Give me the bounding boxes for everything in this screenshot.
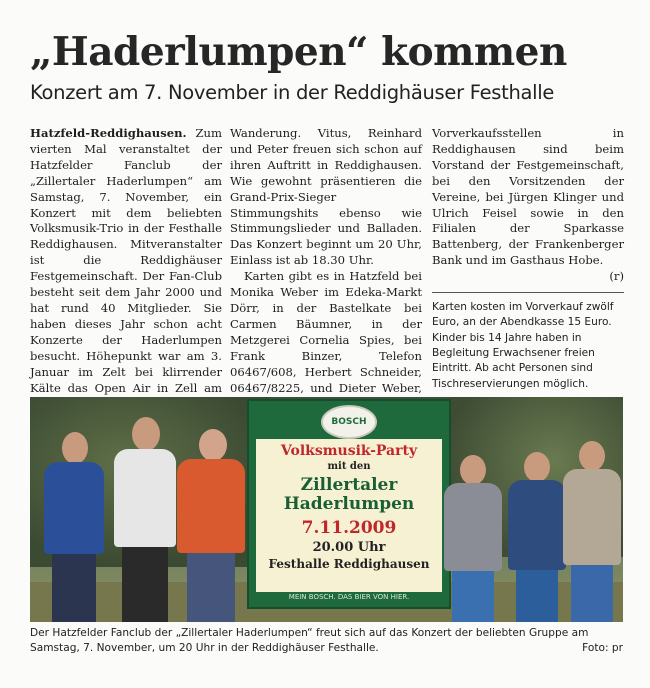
article-column-3: [432, 126, 624, 392]
person-1: [38, 432, 108, 622]
headline: „Haderlumpen“ kommen: [30, 29, 567, 75]
subheadline: Konzert am 7. November in der Reddighäuser Festhalle: [30, 81, 555, 104]
sign-footer: MEIN BOSCH. DAS BIER VON HIER.: [288, 593, 410, 601]
event-sign: [247, 399, 451, 609]
person-6: [561, 441, 623, 622]
author-initial: (r): [609, 269, 624, 284]
group-photo: [30, 397, 623, 622]
photo-credit: Foto: pr: [582, 642, 623, 654]
article-text-col3: Vorverkaufsstellen in Reddighausen sind beim Vorstand der Festgemeinschaft, bei den Vorsitzenden der Vereine, bei Jürgen Klinger und Ulrich Feisel sowie in den Filialen der Sparkasse Battenberg, der Frankenberger Bank und im Gasthaus Hobe.: [432, 126, 624, 268]
sign-band: Zillertaler Haderlumpen: [283, 475, 415, 514]
person-5: [504, 452, 568, 622]
photo-caption: Der Hatzfelder Fanclub der „Zillertaler Haderlumpen“ freut sich auf das Konzert der beliebten Gruppe am Samstag, 7. November, um 20 Uhr in der Reddighäuser Festhalle.: [30, 627, 589, 654]
person-4: [440, 455, 504, 622]
article-column-2: [230, 126, 422, 412]
sign-date: 7.11.2009: [301, 518, 397, 538]
article-column-1: [30, 126, 222, 412]
article-text-col1: Zum vierten Mal veranstaltet der Hatzfelder Fanclub der „Zillertaler Haderlumpen“ am Samstag, 7. November, ein Konzert mit dem beliebten Volksmusik-Trio in der Festhalle Reddighausen. Mitveranstalter ist die Reddighäuser Festgemeinschaft. Der Fan-Club besteht seit dem Jahr 2000 und hat rund 40 Mitglieder. Sie haben dieses Jahr schon acht Konzerte der Haderlumpen besucht. Höhepunkt war am 3. Januar im Zelt bei klirrender Kälte das Open Air in Zell am: [30, 126, 222, 395]
sign-time: 20.00 Uhr: [312, 540, 386, 555]
sign-venue: Festhalle Reddighausen: [268, 557, 430, 571]
ticket-info-box: Karten kosten im Vorverkauf zwölf Euro, an der Abendkasse 15 Euro. Kinder bis 14 Jahre haben in Begleitung Erwachsener freien Eintritt. Ab acht Personen sind Tischreservierungen möglich.: [432, 292, 624, 392]
bosch-logo: BOSCH: [321, 405, 377, 439]
sign-board: [256, 439, 442, 592]
sign-title: Volksmusik-Party: [280, 443, 418, 459]
article-text-col2-p1: Wanderung. Vitus, Reinhard und Peter freuen sich schon auf ihren Auftritt in Reddighausen. Wie gewohnt präsentieren die Grand-Prix-Sieger Stimmungshits ebenso wie Stimmungslieder und Balladen. Das Konzert beginnt um 20 Uhr, Einlass ist ab 18.30 Uhr.: [230, 126, 422, 268]
sign-with: mit den: [327, 461, 371, 472]
person-2: [108, 417, 180, 622]
person-3: [173, 429, 249, 622]
dateline: Hatzfeld-Reddighausen.: [30, 126, 187, 140]
article-text-col2-p2: Karten gibt es in Hatzfeld bei Monika Weber im Edeka-Markt Dörr, in der Bastelkate bei Carmen Bäumner, in der Metzgerei Cornelia Spies, bei Frank Binzer, Telefon 06467/608, Herbert Schneider, 06467/8225, und Dieter Weber,: [230, 269, 422, 395]
